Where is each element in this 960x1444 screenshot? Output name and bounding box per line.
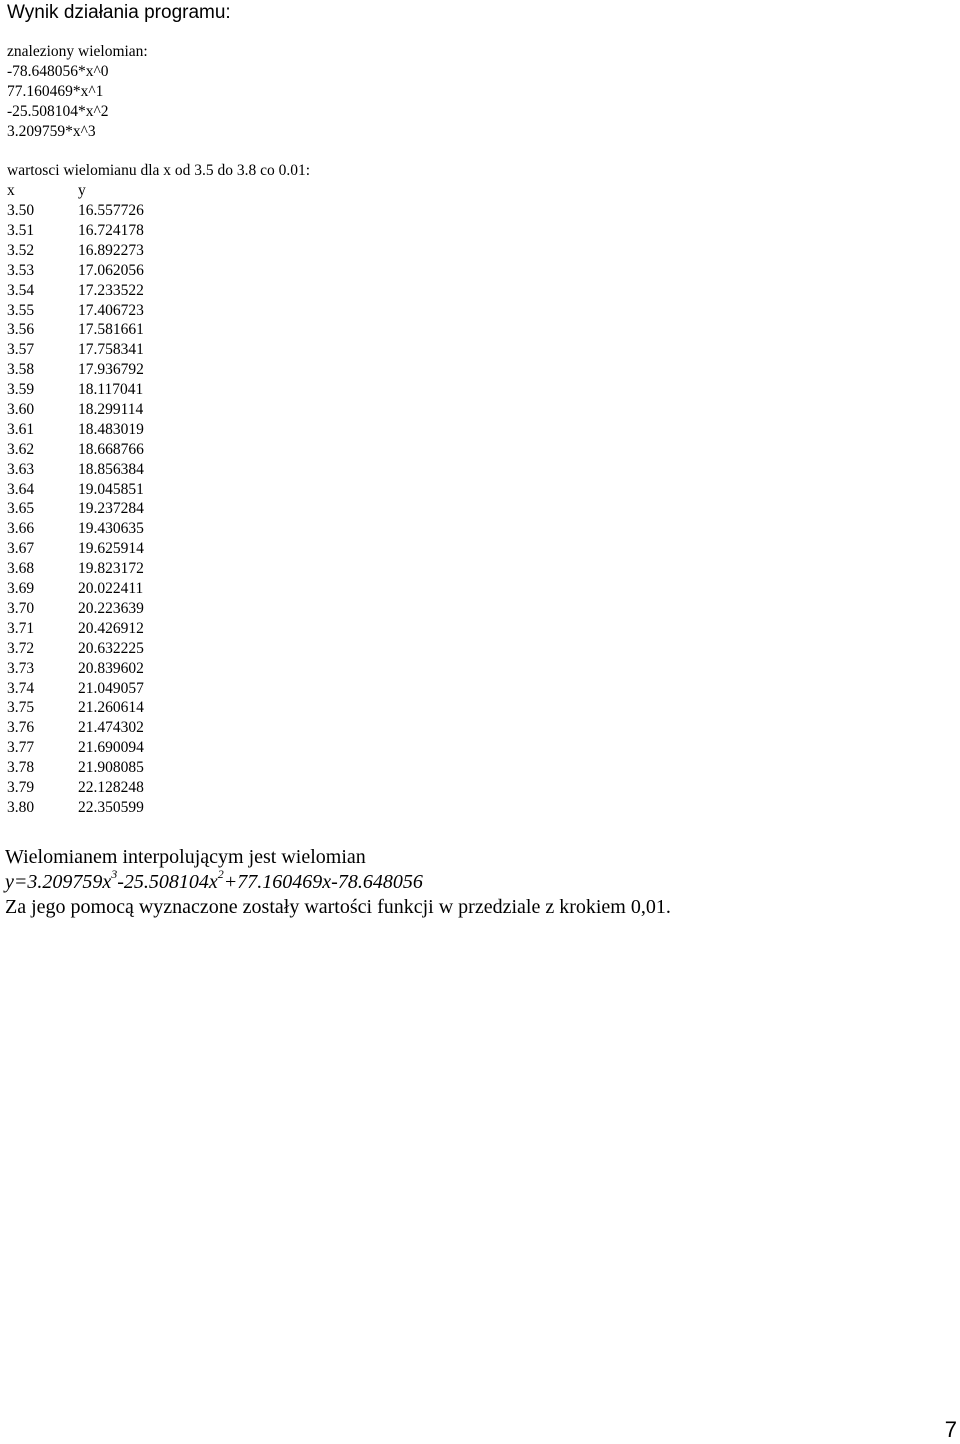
values-label: wartosci wielomianu dla x od 3.5 do 3.8 co 0.01:	[7, 162, 311, 180]
cell-x: 3.63	[7, 460, 35, 478]
cell-x: 3.65	[7, 500, 35, 518]
table-row	[7, 460, 310, 480]
cell-y: 19.430635	[78, 520, 144, 538]
cell-x: 3.70	[7, 599, 35, 617]
cell-x: 3.64	[7, 480, 35, 498]
cell-y: 18.117041	[78, 381, 144, 399]
cell-x: 3.78	[7, 759, 35, 777]
cell-y: 18.299114	[78, 401, 144, 419]
cell-y: 20.022411	[78, 580, 144, 598]
table-row	[7, 221, 310, 241]
cell-y: 20.426912	[78, 619, 144, 637]
table-row	[7, 320, 310, 340]
table-row	[7, 758, 310, 778]
cell-x: 3.75	[7, 699, 35, 717]
cell-x: 3.52	[7, 241, 35, 259]
table-row	[7, 301, 310, 321]
cell-y: 22.128248	[78, 778, 144, 796]
table-row	[7, 659, 310, 679]
cell-x: 3.51	[7, 222, 35, 240]
cell-y: 18.483019	[78, 420, 144, 438]
cell-y: 17.758341	[78, 341, 144, 359]
cell-x: 3.67	[7, 540, 35, 558]
table-row	[7, 261, 310, 281]
table-row	[7, 559, 310, 579]
table-row	[7, 360, 310, 380]
cell-x: 3.77	[7, 739, 35, 757]
cell-y: 16.557726	[78, 202, 144, 220]
cell-y: 21.260614	[78, 699, 144, 717]
value-table	[7, 201, 310, 818]
cell-y: 17.233522	[78, 281, 144, 299]
cell-x: 3.50	[7, 202, 35, 220]
table-row	[7, 380, 310, 400]
header-x: x	[7, 182, 15, 200]
table-row	[7, 738, 310, 758]
table-row	[7, 579, 310, 599]
table-row	[7, 778, 310, 798]
header-y: y	[78, 182, 86, 200]
formula-exponent-2: 2	[217, 867, 224, 882]
cell-y: 19.237284	[78, 500, 144, 518]
cell-x: 3.79	[7, 778, 35, 796]
table-row	[7, 619, 310, 639]
cell-y: 20.839602	[78, 659, 144, 677]
page-heading: Wynik działania programu:	[7, 2, 231, 23]
summary-line-1: Wielomianem interpolującym jest wielomian	[5, 846, 366, 868]
cell-y: 16.724178	[78, 222, 144, 240]
cell-y: 21.474302	[78, 719, 144, 737]
cell-y: 18.668766	[78, 440, 144, 458]
cell-x: 3.76	[7, 719, 35, 737]
cell-y: 18.856384	[78, 460, 144, 478]
cell-x: 3.62	[7, 440, 35, 458]
cell-x: 3.66	[7, 520, 35, 538]
formula-exponent-3: 3	[111, 867, 118, 882]
cell-y: 16.892273	[78, 241, 144, 259]
table-header	[7, 181, 310, 201]
table-row	[7, 679, 310, 699]
table-row	[7, 400, 310, 420]
cell-x: 3.55	[7, 301, 35, 319]
coefficient-line: 77.160469*x^1	[7, 82, 104, 100]
cell-x: 3.54	[7, 281, 35, 299]
formula-part-1: y=3.209759x	[5, 871, 112, 893]
cell-x: 3.60	[7, 401, 35, 419]
table-row	[7, 539, 310, 559]
coefficient-line: 3.209759*x^3	[7, 122, 96, 140]
cell-x: 3.74	[7, 679, 35, 697]
cell-y: 19.045851	[78, 480, 144, 498]
table-row	[7, 599, 310, 619]
cell-y: 19.625914	[78, 540, 144, 558]
table-row	[7, 420, 310, 440]
cell-x: 3.72	[7, 639, 35, 657]
cell-x: 3.71	[7, 619, 35, 637]
table-row	[7, 639, 310, 659]
cell-y: 21.908085	[78, 759, 144, 777]
table-row	[7, 519, 310, 539]
table-row	[7, 281, 310, 301]
table-row	[7, 718, 310, 738]
cell-x: 3.59	[7, 381, 35, 399]
formula-part-2: -25.508104x	[117, 871, 218, 893]
cell-y: 20.223639	[78, 599, 144, 617]
table-row	[7, 480, 310, 500]
cell-x: 3.61	[7, 420, 35, 438]
summary-line-3: Za jego pomocą wyznaczone zostały wartości funkcji w przedziale z krokiem 0,01.	[5, 896, 671, 918]
table-row	[7, 499, 310, 519]
summary-text	[5, 845, 671, 920]
polynomial-formula	[5, 867, 671, 895]
table-row	[7, 798, 310, 818]
cell-x: 3.58	[7, 361, 35, 379]
blank-line	[7, 141, 310, 161]
cell-y: 21.690094	[78, 739, 144, 757]
cell-x: 3.57	[7, 341, 35, 359]
cell-y: 17.062056	[78, 261, 144, 279]
cell-y: 17.406723	[78, 301, 144, 319]
cell-y: 17.581661	[78, 321, 144, 339]
cell-x: 3.80	[7, 798, 35, 816]
cell-x: 3.68	[7, 560, 35, 578]
coefficient-line: -25.508104*x^2	[7, 102, 109, 120]
formula-part-3: +77.160469x-78.648056	[223, 871, 423, 893]
cell-y: 20.632225	[78, 639, 144, 657]
table-row	[7, 698, 310, 718]
cell-y: 21.049057	[78, 679, 144, 697]
cell-x: 3.73	[7, 659, 35, 677]
cell-y: 22.350599	[78, 798, 144, 816]
cell-y: 19.823172	[78, 560, 144, 578]
table-row	[7, 241, 310, 261]
coefficient-line: -78.648056*x^0	[7, 62, 109, 80]
found-polynomial-label: znaleziony wielomian:	[7, 43, 148, 60]
program-output	[7, 42, 310, 818]
table-row	[7, 440, 310, 460]
table-row	[7, 201, 310, 221]
table-row	[7, 340, 310, 360]
cell-x: 3.56	[7, 321, 35, 339]
page-number: 7	[944, 1417, 957, 1442]
cell-x: 3.69	[7, 580, 35, 598]
cell-x: 3.53	[7, 261, 35, 279]
cell-y: 17.936792	[78, 361, 144, 379]
